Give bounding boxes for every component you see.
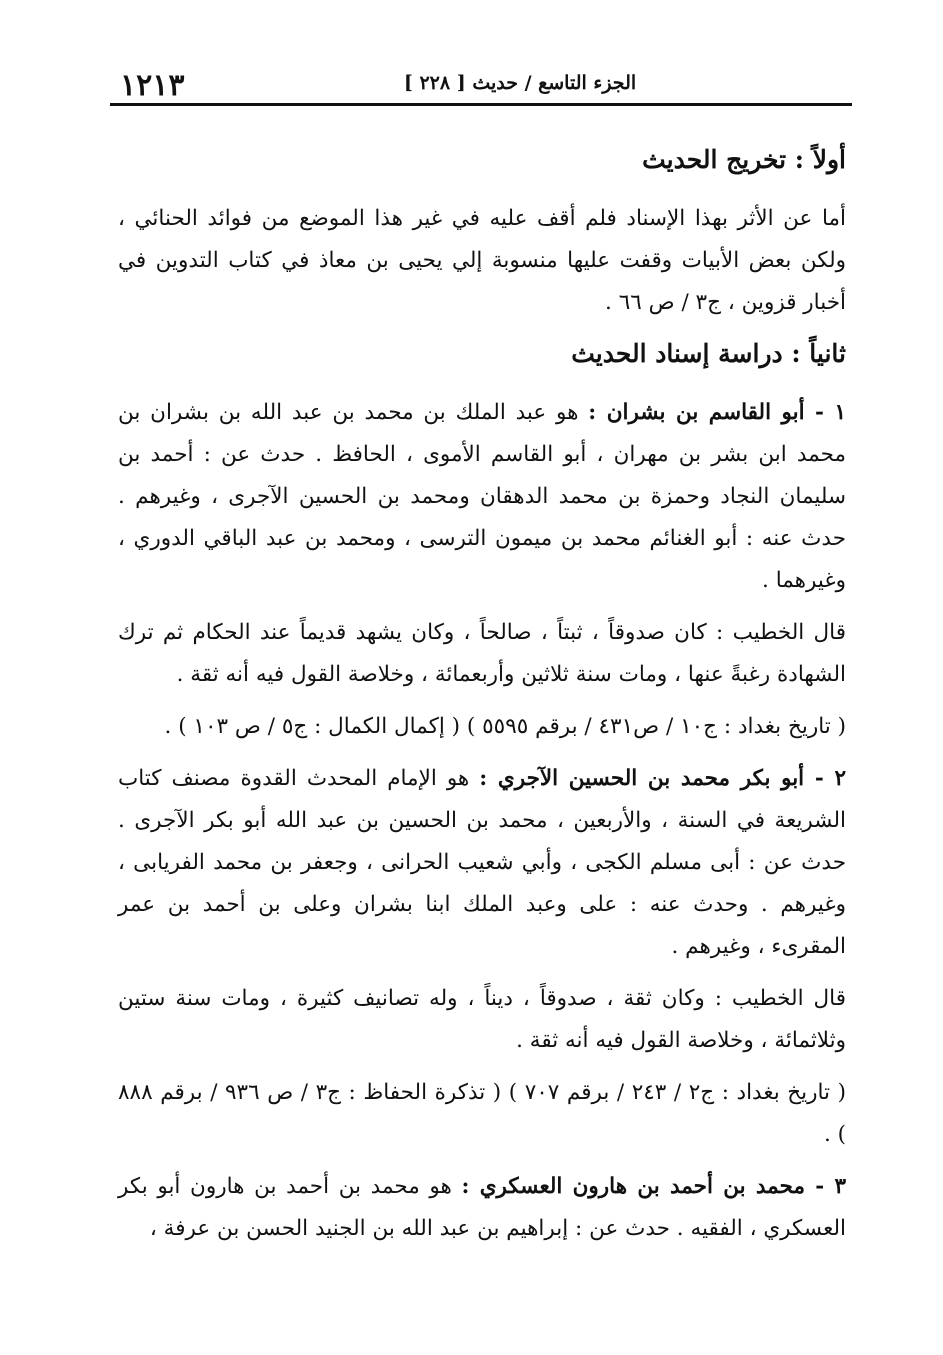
page-number: ١٢١٣ [120,68,185,103]
narrator-3-bio [118,1166,846,1250]
narrator-3-text: هو محمد بن أحمد بن هارون أبو بكر العسكري ، الفقيه . حدث عن : إبراهيم بن عبد الله بن الجنيد الحسن بن عرفة ، [118,1174,846,1241]
narrator-3-name: ٣ - محمد بن أحمد بن هارون العسكري : [461,1174,846,1199]
narrator-2-refs: ( تاريخ بغداد : ج٢ / ٢٤٣ / برقم ٧٠٧ ) ( تذكرة الحفاظ : ج٣ / ص ٩٣٦ / برقم ٨٨٨ ) . [118,1080,846,1147]
narrator-2-khatib: قال الخطيب : وكان ثقة ، صدوقاً ، ديناً ، وله تصانيف كثيرة ، ومات سنة ستين وثلاثمائة ، وخلاصة القول فيه أنه ثقة . [118,986,846,1053]
section-title-takhrij: أولاً : تخريج الحديث [642,145,846,174]
running-head: الجزء التاسع / حديث [ ٢٢٨ ] [403,72,637,94]
page-header [110,60,852,106]
narrator-1-name: ١ - أبو القاسم بن بشران : [588,400,846,425]
narrator-1-khatib: قال الخطيب : كان صدوقاً ، ثبتاً ، صالحاً ، وكان يشهد قديماً عند الحكام ثم ترك الشهادة رغبةً عنها ، ومات سنة ثلاثين وأربعمائة ، وخلاصة القول فيه أنه ثقة . [118,620,846,687]
header-rule [110,103,852,106]
narrator-2-bio [118,758,846,968]
narrator-2-text: هو الإمام المحدث القدوة مصنف كتاب الشريعة في السنة ، والأربعين ، محمد بن الحسين بن عبد الله أبو بكر الآجرى . حدث عن : أبى مسلم الكجى ، وأبي شعيب الحرانى ، وجعفر بن محمد الفريابى ، وغيرهم . وحدث عنه : على وعبد الملك ابنا بشران وعلى بن أحمد بن عمر المقرىء ، وغيرهم . [118,766,846,959]
narrator-1-refs: ( تاريخ بغداد : ج١٠ / ص٤٣١ / برقم ٥٥٩٥ ) ( إكمال الكمال : ج٥ / ص ١٠٣ ) . [164,714,846,739]
narrator-1-text: هو عبد الملك بن محمد بن عبد الله بن بشران بن محمد ابن بشر بن مهران ، أبو القاسم الأموى ، الحافظ . حدث عن : أحمد بن سليمان النجاد وحمزة بن محمد الدهقان ومحمد بن الحسين الآجرى ، وغيرهم . حدث عنه : أبو الغنائم محمد بن ميمون الترسى ، ومحمد بن عبد الباقي الدوري ، وغيرهما . [118,400,846,593]
narrator-1-bio [118,392,846,602]
takhrij-paragraph: أما عن الأثر بهذا الإسناد فلم أقف عليه في غير هذا الموضع من فوائد الحنائي ، ولكن بعض الأبيات وقفت عليها منسوبة إلي يحيى بن معاذ في كتاب التدوين في أخبار قزوين ، ج٣ / ص ٦٦ . [118,206,846,315]
section-title-isnad: ثانياً : دراسة إسناد الحديث [571,339,846,368]
page-body [118,140,846,1260]
narrator-2-name: ٢ - أبو بكر محمد بن الحسين الآجري : [479,766,846,791]
